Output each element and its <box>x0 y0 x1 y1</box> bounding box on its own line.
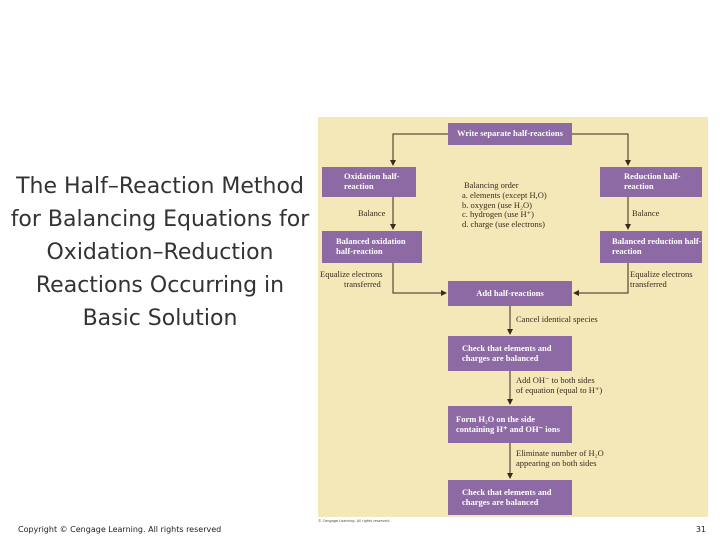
arrow-to-oxidation <box>393 134 452 165</box>
box-balanced-oxidation: Balanced oxidation half-reaction <box>322 231 422 263</box>
box-form-water: Form H₂O on the side containing H⁺ and OH⁻ ions <box>448 406 572 443</box>
box-add-half-reactions: Add half-reactions <box>448 281 572 306</box>
page-number: 31 <box>695 525 706 534</box>
note-eliminate-water: Eliminate number of H₂O appearing on both sides <box>516 448 604 468</box>
arrow-to-reduction <box>568 134 628 165</box>
balancing-order-note: Balancing order a. elements (except H,O) b. oxygen (use H₂O) c. hydrogen (use H⁺) d. charge (use electrons) <box>462 180 547 230</box>
note-equalize-right: Equalize electrons transferred <box>630 269 693 289</box>
note-add-hydroxide: Add OH⁻ to both sides of equation (equal to H⁺) <box>516 375 603 395</box>
box-balanced-reduction: Balanced reduction half-reaction <box>600 231 702 263</box>
slide-title: The Half–Reaction Method for Balancing Equations for Oxidation–Reduction Reactions Occurring in Basic Solution <box>10 174 310 331</box>
note-balance-left: Balance <box>358 208 386 218</box>
box-reduction-half-reaction: Reduction half-reaction <box>600 167 702 197</box>
note-balance-right: Balance <box>632 208 660 218</box>
note-equalize-left: Equalize electrons transferred <box>320 269 383 289</box>
box-oxidation-half-reaction: Oxidation half-reaction <box>322 167 416 197</box>
note-cancel-species: Cancel identical species <box>516 314 598 324</box>
box-check-balanced-2: Check that elements and charges are balanced <box>448 480 572 515</box>
arrow-right-to-add <box>574 263 628 293</box>
figure-credit: © Cengage Learning. All rights reserved. <box>318 519 390 523</box>
flowchart-figure <box>318 117 708 517</box>
arrow-left-to-add <box>393 263 446 293</box>
box-check-balanced-1: Check that elements and charges are balanced <box>448 336 572 371</box>
box-write-half-reactions: Write separate half-reactions <box>448 123 572 145</box>
copyright-text: Copyright © Cengage Learning. All rights reserved <box>18 525 222 534</box>
